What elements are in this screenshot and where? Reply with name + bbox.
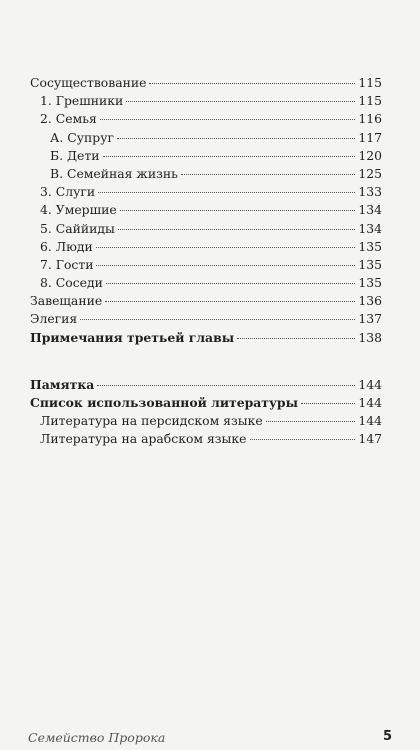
toc-entry — [30, 165, 382, 183]
toc-entry — [30, 220, 382, 238]
dot-leader — [118, 229, 355, 230]
dot-leader — [103, 156, 356, 157]
dot-leader — [149, 83, 355, 84]
dot-leader — [98, 192, 355, 193]
toc-entry-title: А. Супруг — [50, 129, 115, 145]
toc-entry-page: 115 — [358, 75, 382, 90]
toc-spacer — [30, 347, 382, 376]
toc-entry-page: 135 — [358, 275, 382, 291]
toc-entry-title: Элегия — [30, 311, 78, 327]
dot-leader — [117, 138, 355, 139]
toc-entry-title: 5. Саййиды — [40, 220, 115, 236]
toc-entry-title: 8. Соседи — [40, 275, 103, 291]
dot-leader — [96, 265, 355, 266]
toc-entry-title: 7. Гости — [40, 256, 94, 272]
dot-leader — [250, 439, 356, 440]
toc-entry — [30, 74, 382, 92]
toc-entry-page: 144 — [358, 395, 382, 410]
toc-entry-title: Список использованной литературы — [30, 395, 298, 410]
toc-entry-title: 6. Люди — [40, 238, 93, 254]
toc-entry-title: Памятка — [30, 376, 95, 392]
toc-entry-title: Литература на арабском языке — [40, 431, 247, 447]
dot-leader — [237, 338, 355, 339]
toc-entry-title: Примечания третьей главы — [30, 329, 235, 345]
running-footer-title: Семейство Пророка — [28, 730, 166, 745]
toc-entry-title: 4. Умершие — [40, 202, 117, 218]
dot-leader — [266, 421, 356, 422]
toc-entry — [30, 292, 382, 310]
toc-entry — [30, 310, 382, 328]
page-footer — [28, 730, 392, 748]
toc-entry-title: 3. Слуги — [40, 184, 96, 200]
toc-entry-page: 144 — [358, 376, 382, 392]
toc-entry-page: 117 — [358, 129, 382, 145]
toc-entry-page: 125 — [358, 165, 382, 181]
toc-group-appendix — [30, 376, 382, 449]
toc-entry — [30, 147, 382, 165]
dot-leader — [126, 101, 355, 102]
toc-entry-page: 147 — [358, 431, 382, 447]
toc-entry-page: 120 — [358, 147, 382, 163]
toc-entry — [30, 183, 382, 201]
page-number: 5 — [382, 729, 392, 744]
toc-entry-page: 138 — [358, 329, 382, 345]
toc-entry-title: Сосуществование — [30, 75, 147, 90]
toc-entry — [30, 238, 382, 256]
toc-entry-title: 1. Грешники — [40, 93, 124, 109]
toc-entry — [30, 412, 382, 430]
toc-entry — [30, 201, 382, 219]
toc-entry-page: 144 — [358, 413, 382, 429]
toc-entry-title: Литература на персидском языке — [40, 413, 263, 429]
toc-entry-page: 137 — [358, 311, 382, 327]
dot-leader — [97, 385, 355, 386]
toc-entry — [30, 256, 382, 274]
dot-leader — [106, 283, 355, 284]
toc-entry-page: 116 — [358, 111, 382, 127]
toc-entry — [30, 376, 382, 394]
toc-entry-page: 135 — [358, 238, 382, 254]
toc-entry — [30, 92, 382, 110]
toc-entry-page: 134 — [358, 202, 382, 218]
dot-leader — [100, 119, 356, 120]
toc-entry-title: 2. Семья — [40, 111, 97, 127]
toc-entry — [30, 274, 382, 292]
toc-entry-page: 136 — [358, 293, 382, 309]
toc-entry-title: Б. Дети — [50, 147, 100, 163]
toc-entry-page: 135 — [358, 256, 382, 272]
toc-entry — [30, 129, 382, 147]
toc-entry — [30, 110, 382, 128]
toc-entry-title: В. Семейная жизнь — [50, 165, 178, 181]
toc-entry-page: 134 — [358, 220, 382, 236]
table-of-contents — [30, 74, 382, 449]
dot-leader — [105, 301, 355, 302]
dot-leader — [96, 247, 356, 248]
dot-leader — [120, 210, 356, 211]
toc-entry — [30, 394, 382, 412]
toc-entry-title: Завещание — [30, 293, 103, 309]
toc-group-chapter-three — [30, 74, 382, 347]
dot-leader — [181, 174, 355, 175]
toc-entry — [30, 329, 382, 347]
toc-entry-page: 115 — [358, 93, 382, 109]
toc-entry — [30, 430, 382, 448]
dot-leader — [301, 403, 355, 404]
dot-leader — [80, 319, 355, 320]
toc-entry-page: 133 — [358, 184, 382, 200]
